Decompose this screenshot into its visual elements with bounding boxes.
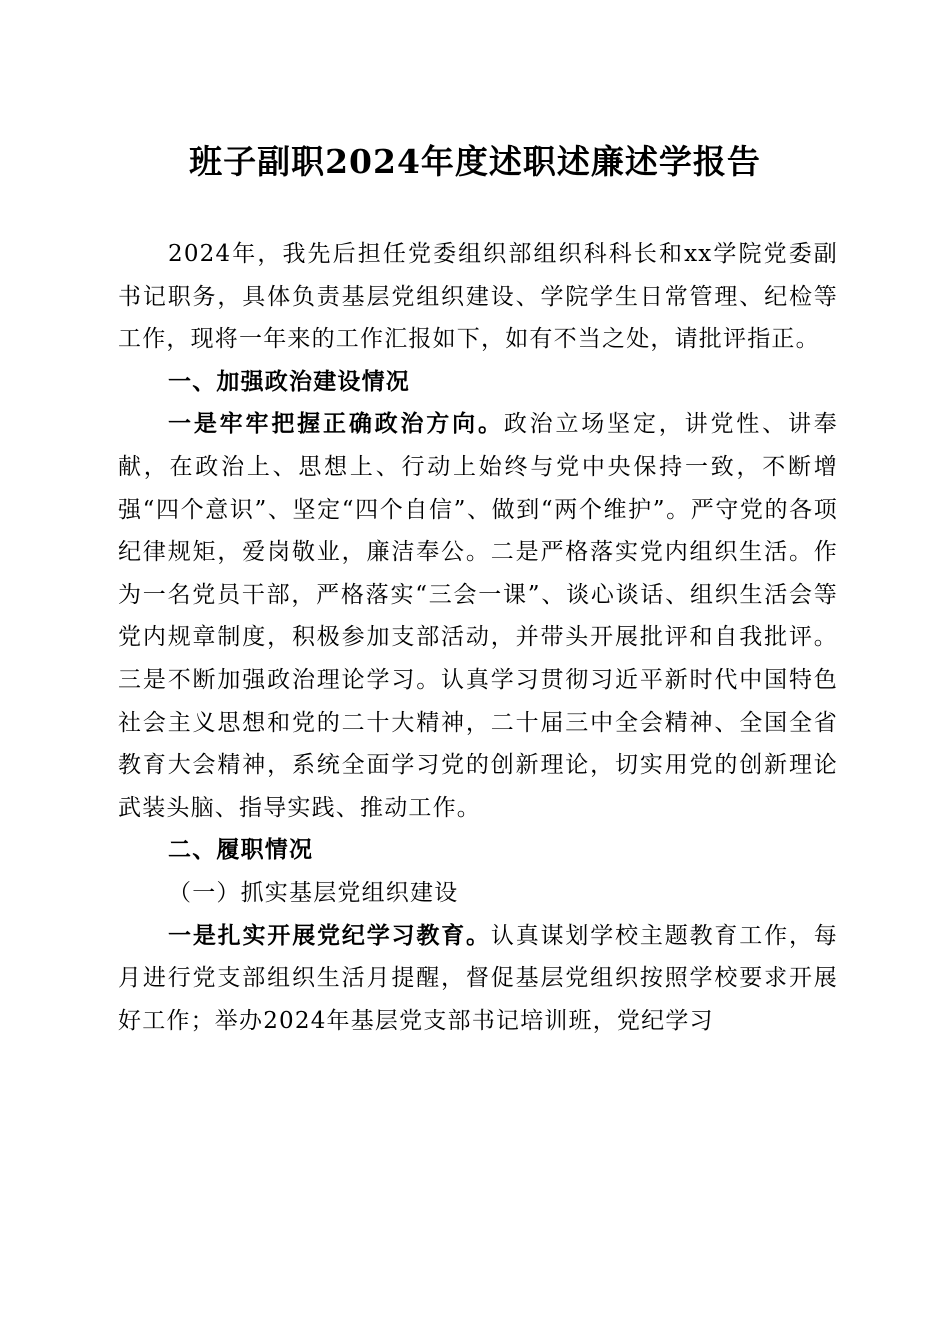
section-2-subheading: （一）抓实基层党组织建设	[168, 879, 459, 906]
section-2-heading: 二、履职情况	[168, 837, 314, 864]
intro-paragraph: 2024年，我先后担任党委组织部组织科科长和xx学院党委副书记职务，具体负责基层党组织建设、学院学生日常管理、纪检等工作，现将一年来的工作汇报如下，如有不当之处，请批评指正。	[118, 241, 838, 353]
section-1-text: 政治立场坚定，讲党性、讲奉献，在政治上、思想上、行动上始终与党中央保持一致，不断增强“四个意识”、坚定“四个自信”、做到“两个维护”。严守党的各项纪律规矩，爱岗敬业，廉洁奉公。二是严格落实党内组织生活。作为一名党员干部，严格落实“三会一课”、谈心谈话、组织生活会等党内规章制度，积极参加支部活动，并带头开展批评和自我批评。三是不断加强政治理论学习。认真学习贯彻习近平新时代中国特色社会主义思想和党的二十大精神，二十届三中全会精神、全国全省教育大会精神，系统全面学习党的创新理论，切实用党的创新理论武装头脑、指导实践、推动工作。	[118, 411, 838, 821]
section-2-paragraph	[118, 915, 838, 1043]
section-2-lead: 一是扎实开展党纪学习教育。	[168, 921, 491, 949]
section-1-lead: 一是牢牢把握正确政治方向。	[168, 410, 504, 438]
section-1-heading: 一、加强政治建设情况	[168, 368, 410, 395]
section-1-paragraph	[118, 403, 838, 829]
document-title: 班子副职2024年度述职述廉述学报告	[189, 142, 761, 181]
section-2-text: 认真谋划学校主题教育工作，每月进行党支部组织生活月提醒，督促基层党组织按照学校要求开展好工作；举办2024年基层党支部书记培训班，党纪学习	[118, 922, 838, 1034]
document-body	[118, 233, 838, 1042]
